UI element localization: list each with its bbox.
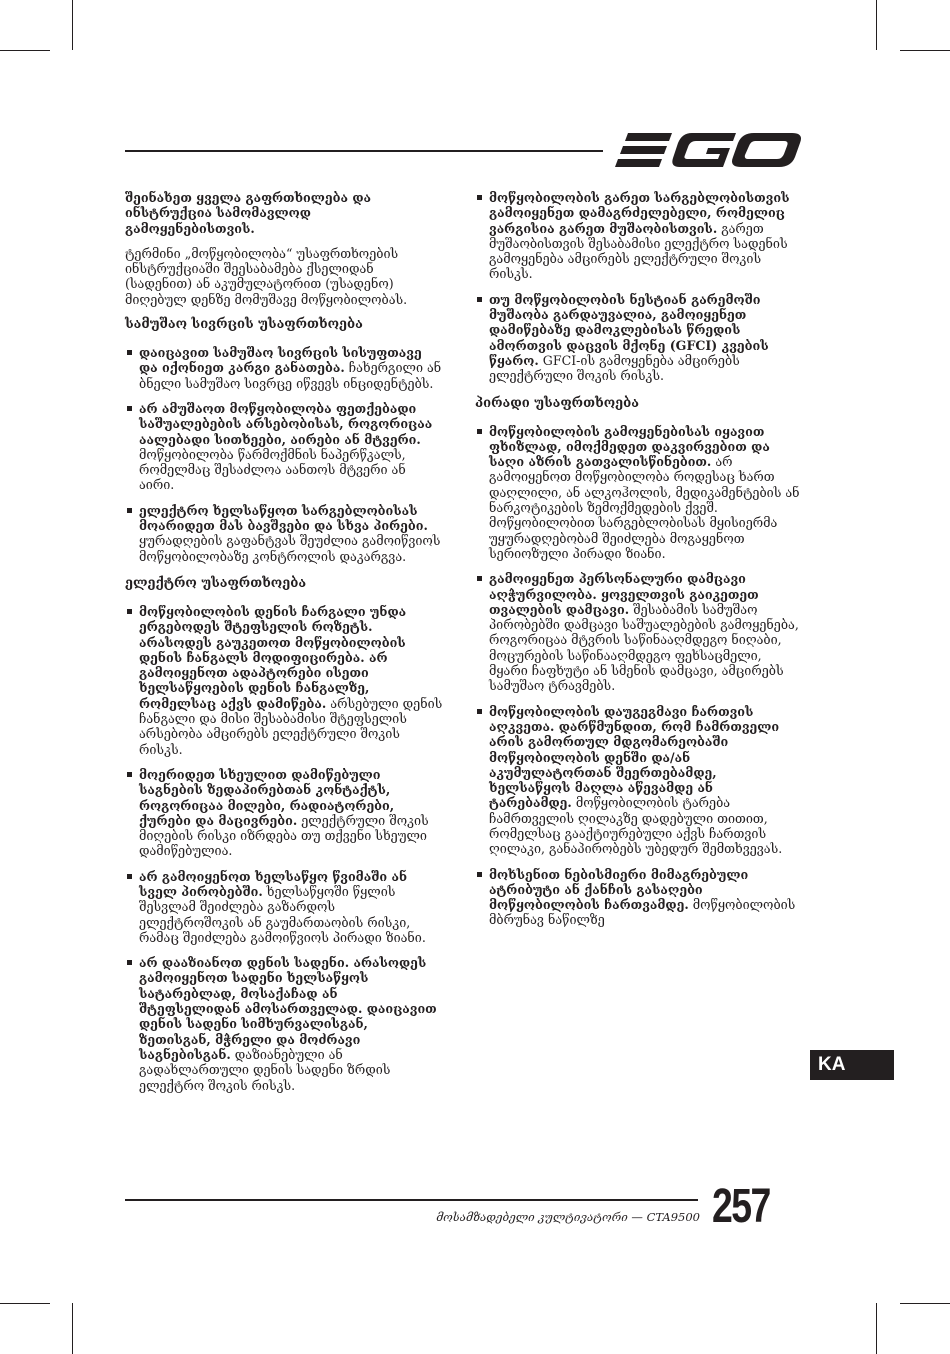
list-item: თუ მოწყობილობის ნესტიან გარემოში მუშაობა გარდაუვალია, გამოიყენეთ დამიწებაზე დამოკლებისას წრედის ამორთვის დაცვის მქონე (GFCI) კვების წყარო. GFCI-ის გამოყენება ამცირებს ელექტრული შოკის რისკს. [475, 292, 800, 384]
intro-heading: შეინახეთ ყველა გაფრთხილება და ინსტრუქცია სამომავლოდ გამოყენებისთვის. [125, 190, 371, 236]
personal-list [475, 424, 800, 928]
work-area-list [125, 345, 443, 564]
footer-product-name: მოსამზადებელი კულტივატორი — CTA9500 [436, 1210, 700, 1224]
crop-mark [72, 1303, 73, 1354]
left-column [125, 190, 443, 1105]
footer-rule [125, 1199, 698, 1201]
list-item: მოწყობილობის გამოყენებისას იყავით ფხიზლად, იმოქმედეთ დაკვირვებით და საღი აზრის გათვალისწინებით. არ გამოიყენოთ მოწყობილობა როდესაც ხართ დაღლილი, ან ალკოჰოლის, მედიკამენტების ან ნარკოტიკების ზემოქმედების ქვეშ. მოწყობილობით სარგებლობისას მყისიერმა უყურადღებობამ შეიძლება მოგაყენოთ სერიოზული პირადი ზიანი. [475, 424, 800, 562]
ego-logo [614, 125, 802, 175]
list-item: გამოიყენეთ პერსონალური დამცავი აღჭურვილობა. ყოველთვის გაიკეთეთ თვალების დამცავი. შესაბამის სამუშაო პირობებში დამცავი საშუალებების გამოყენება, როგორიცაა მტვრის საწინააღმდეგო ნიღაბი, მოცურების საწინააღმდეგო ფეხსაცმელი, მყარი ჩაფხუტი ან სმენის დამცავი, ამცირებს სამუშაო ტრავმებს. [475, 571, 800, 693]
list-item: მოწყობილობის დაუგეგმავი ჩართვის აღკვეთა. დარწმუნდით, რომ ჩამრთველი არის გამორთულ მდგომარეობაში მოწყობილობის დენში და/ან აკუმულატორთან შეერთებამდე, ხელსაწყოს მაღლა აწევამდე ან ტარებამდე. მოწყობილობის ტარება ჩამრთველის ღილაკზე დადებული თითით, რომელსაც გააქტიურებული აქვს ჩართვის ღილაკი, განაპირობებს უბედურ შემთხვევას. [475, 704, 800, 857]
section-title-work-area: სამუშაო სივრცის უსაფრთხოება [125, 317, 363, 333]
list-item: ელექტრო ხელსაწყოთ სარგებლობისას მოარიდეთ მას ბავშვები და სხვა პირები. ყურადღების გაფანტვას შეუძლია გამოიწვიოს მოწყობილობაზე კონტროლის დაკარგვა. [125, 503, 443, 564]
list-item: არ გამოიყენოთ ხელსაწყო წვიმაში ან სველ პირობებში. ხელსაწყოში წყლის შესვლამ შეიძლება გაზარდოს ელექტროშოკის ან გაუმართაობის რისკი, რამაც შეიძლება გამოიწვიოს პირადი ზიანი. [125, 869, 443, 945]
crop-mark [900, 50, 950, 51]
intro-text: ტერმინი „მოწყობილობა“ უსაფრთხოების ინსტრუქციაში შეესაბამება ქსელიდან (სადენით) ან აკუმულატორით (უსადენო) მიღებულ დენზე მომუშავე მოწყობილობას. [125, 245, 408, 307]
list-item: მოწყობილობის გარეთ სარგებლობისთვის გამოიყენეთ დამაგრძელებელი, რომელიც ვარგისია გარეთ მუშაობისთვის. გარეთ მუშაობისთვის შესაბამისი ელექტრო სადენის გამოყენება ამცირებს ელექტრული შოკის რისკს. [475, 190, 800, 282]
crop-mark [0, 50, 50, 51]
list-item: მოხსენით ნებისმიერი მიმაგრებული ატრიბუტი ან ქანჩის გასაღები მოწყობილობის ჩართვამდე. მოწყობილობის მბრუნავ ნაწილზე [475, 867, 800, 928]
list-item: არ ამუშაოთ მოწყობილობა ფეთქებადი საშუალებების არსებობისას, როგორიცაა აალებადი სითხეები, აირები ან მტვერი. მოწყობილობა წარმოქმნის ნაპერწკალს, რომელმაც შესაძლოა აანთოს მტვერი ან აირი. [125, 401, 443, 493]
crop-mark [876, 0, 877, 50]
list-item: მოწყობილობის დენის ჩარგალი უნდა ერგებოდეს შტეფსელის როზეტს. არასოდეს გაუკეთოთ მოწყობილობის დენის ჩანგალს მოდიფიცირება. არ გამოიყენოთ ადაპტორები ისეთი ხელსაწყოების დენის ჩანგალზე, რომელსაც აქვს დამიწება. არსებული დენის ჩანგალი და მისი შესაბამისი შტეფსელის არსებობა ამცირებს ელექტრული შოკის რისკს. [125, 604, 443, 757]
section-title-personal: პირადი უსაფრთხოება [475, 395, 639, 411]
electrical-list [125, 604, 443, 1093]
list-item: არ დააზიანოთ დენის სადენი. არასოდეს გამოიყენოთ სადენი ხელსაწყოს სატარებლად, მოსაქაჩად ან შტეფსელიდან ამოსართველად. დაიცავით დენის სადენი სიმხურვალისგან, ზეთისგან, მჭრელი და მოძრავი საგნებისგან. დაზიანებული ან გადახლართული დენის სადენი ზრდის ელექტრო შოკის რისკს. [125, 955, 443, 1093]
language-tab: KA [810, 1050, 894, 1080]
crop-mark [72, 0, 73, 50]
header-rule [125, 150, 603, 152]
right-column [475, 190, 800, 940]
list-item: დაიცავით სამუშაო სივრცის სისუფთავე და იქონიეთ კარგი განათება. ჩახერგილი ან ბნელი სამუშაო სივრცე იწვევს ინციდენტებს. [125, 345, 443, 391]
page-number: 257 [712, 1180, 770, 1233]
crop-mark [876, 1303, 877, 1354]
crop-mark [0, 1303, 50, 1304]
list-item: მოერიდეთ სხეულით დამიწებული საგნების ზედაპირებთან კონტაქტს, როგორიცაა მილები, რადიატორები, ქურები და მაცივრები. ელექტრული შოკის მიღების რისკი იზრდება თუ თქვენი სხეული დამიწებულია. [125, 767, 443, 859]
electrical-list-continued [475, 190, 800, 384]
section-title-electrical: ელექტრო უსაფრთხოება [125, 575, 307, 591]
crop-mark [900, 1303, 950, 1304]
